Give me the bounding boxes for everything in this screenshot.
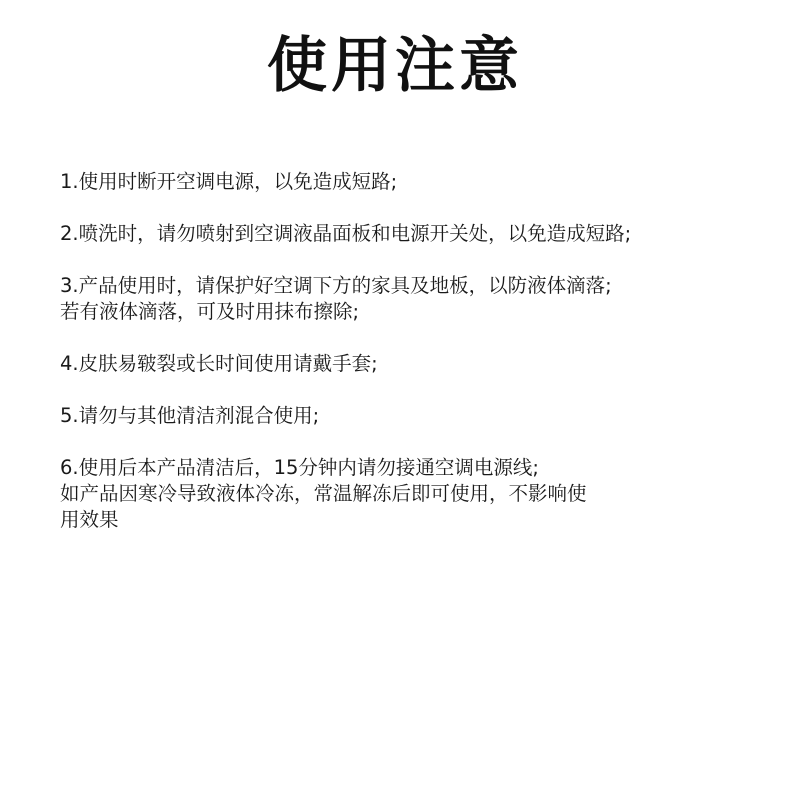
note-line: 如产品因寒冷导致液体冷冻，常温解冻后即可使用，不影响使 xyxy=(60,482,587,505)
note-item-6 xyxy=(60,455,775,533)
note-line: 5.请勿与其他清洁剂混合使用; xyxy=(60,404,320,427)
note-item-5 xyxy=(60,403,775,429)
note-line: 3.产品使用时，请保护好空调下方的家具及地板，以防液体滴落; xyxy=(60,274,612,297)
note-item-4 xyxy=(60,351,775,377)
note-item-1 xyxy=(60,169,775,195)
note-line: 若有液体滴落，可及时用抹布擦除; xyxy=(60,300,360,323)
page-title: 使用注意 xyxy=(267,31,523,101)
note-line: 1.使用时断开空调电源，以免造成短路; xyxy=(60,170,398,193)
notes-list xyxy=(60,169,775,559)
note-line: 2.喷洗时，请勿喷射到空调液晶面板和电源开关处，以免造成短路; xyxy=(60,222,632,245)
note-line: 6.使用后本产品清洁后，15分钟内请勿接通空调电源线; xyxy=(60,456,539,479)
note-item-2 xyxy=(60,221,775,247)
note-line: 4.皮肤易皲裂或长时间使用请戴手套; xyxy=(60,352,378,375)
note-line: 用效果 xyxy=(60,508,119,531)
note-item-3 xyxy=(60,273,775,325)
